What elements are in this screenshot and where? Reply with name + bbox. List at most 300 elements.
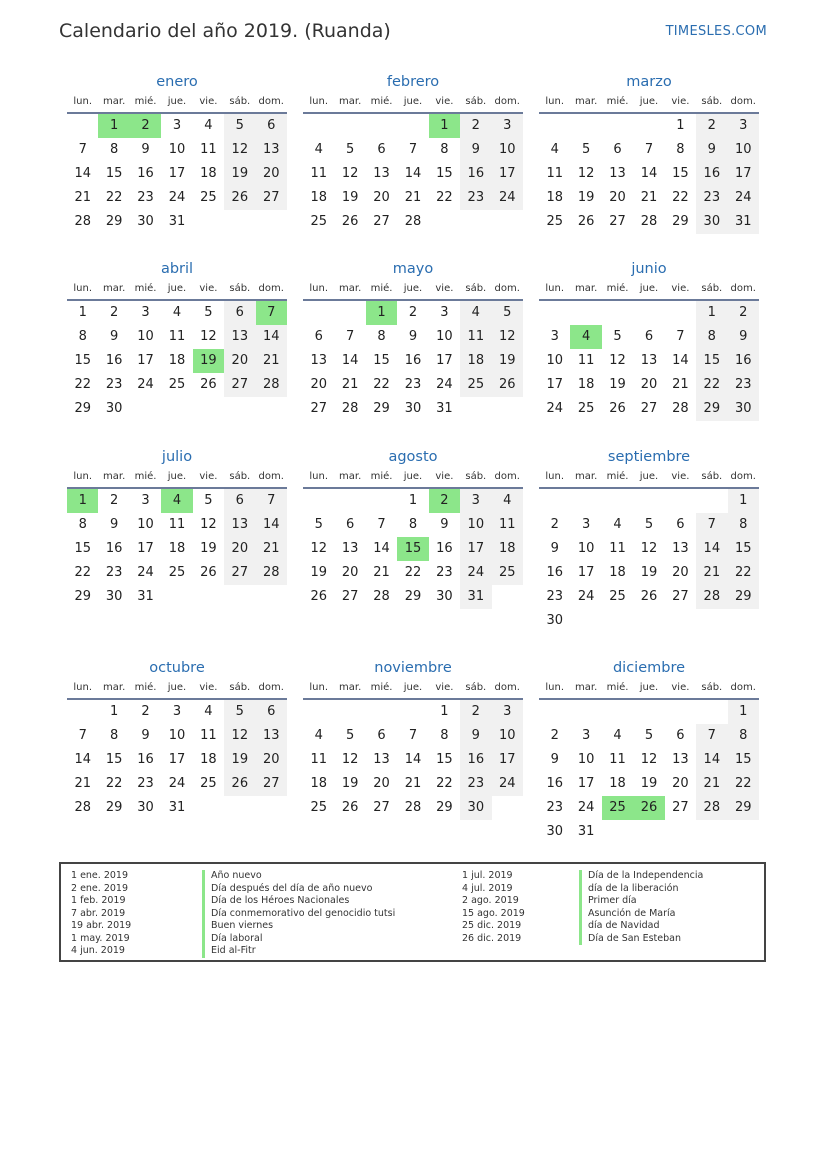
- day-cell[interactable]: 17: [728, 162, 759, 186]
- day-cell[interactable]: 12: [341, 166, 359, 181]
- day-cell[interactable]: 1: [67, 489, 98, 513]
- day-cell[interactable]: 11: [609, 541, 626, 556]
- day-cell[interactable]: 7: [408, 728, 418, 743]
- day-cell[interactable]: 5: [204, 493, 213, 508]
- day-cell[interactable]: 10: [168, 728, 186, 743]
- day-cell[interactable]: 26: [200, 565, 217, 580]
- day-cell[interactable]: 5: [581, 142, 591, 157]
- day-cell[interactable]: 30: [436, 589, 453, 604]
- day-cell[interactable]: 10: [137, 517, 154, 532]
- day-cell[interactable]: 24: [728, 186, 759, 210]
- day-cell[interactable]: 7: [644, 142, 654, 157]
- day-cell[interactable]: 23: [546, 800, 563, 815]
- day-cell[interactable]: 10: [436, 329, 453, 344]
- day-cell[interactable]: 20: [373, 190, 390, 205]
- day-cell[interactable]: 23: [546, 589, 563, 604]
- day-cell[interactable]: 6: [676, 728, 685, 743]
- day-cell[interactable]: 18: [609, 565, 626, 580]
- day-cell[interactable]: 3: [440, 305, 449, 320]
- day-cell[interactable]: 28: [640, 214, 658, 229]
- day-cell[interactable]: 21: [256, 537, 287, 561]
- day-cell[interactable]: 15: [397, 537, 428, 561]
- day-cell[interactable]: 16: [546, 776, 563, 791]
- day-cell[interactable]: 1: [109, 704, 119, 719]
- day-cell[interactable]: 4: [314, 728, 323, 743]
- day-cell[interactable]: 25: [577, 401, 595, 416]
- day-cell[interactable]: 23: [728, 373, 759, 397]
- day-cell[interactable]: 5: [224, 700, 255, 724]
- day-cell[interactable]: 6: [224, 489, 255, 513]
- day-cell[interactable]: 11: [310, 166, 327, 181]
- day-cell[interactable]: 19: [224, 162, 255, 186]
- day-cell[interactable]: 7: [696, 724, 727, 748]
- day-cell[interactable]: 17: [168, 752, 186, 767]
- day-cell[interactable]: 7: [696, 513, 727, 537]
- day-cell[interactable]: 11: [310, 752, 327, 767]
- day-cell[interactable]: 20: [373, 776, 390, 791]
- day-cell[interactable]: 19: [200, 541, 217, 556]
- day-cell[interactable]: 11: [168, 329, 186, 344]
- day-cell[interactable]: 6: [256, 700, 287, 724]
- day-cell[interactable]: 27: [224, 373, 255, 397]
- day-cell[interactable]: 12: [492, 325, 523, 349]
- day-cell[interactable]: 24: [577, 589, 595, 604]
- day-cell[interactable]: 23: [105, 565, 123, 580]
- day-cell[interactable]: 21: [404, 776, 422, 791]
- day-cell[interactable]: 23: [137, 190, 154, 205]
- day-cell[interactable]: 9: [109, 329, 119, 344]
- day-cell[interactable]: 11: [460, 325, 491, 349]
- day-cell[interactable]: 5: [204, 305, 213, 320]
- day-cell[interactable]: 19: [640, 565, 658, 580]
- day-cell[interactable]: 4: [550, 142, 559, 157]
- day-cell[interactable]: 16: [105, 541, 123, 556]
- day-cell[interactable]: 21: [696, 772, 727, 796]
- day-cell[interactable]: 21: [74, 776, 91, 791]
- day-cell[interactable]: 30: [696, 210, 727, 234]
- day-cell[interactable]: 6: [644, 329, 654, 344]
- day-cell[interactable]: 13: [609, 166, 626, 181]
- day-cell[interactable]: 4: [172, 305, 182, 320]
- day-cell[interactable]: 24: [137, 377, 154, 392]
- day-cell[interactable]: 13: [224, 325, 255, 349]
- day-cell[interactable]: 29: [436, 800, 453, 815]
- day-cell[interactable]: 7: [345, 329, 355, 344]
- day-cell[interactable]: 16: [404, 353, 422, 368]
- day-cell[interactable]: 19: [640, 776, 658, 791]
- day-cell[interactable]: 2: [130, 114, 161, 138]
- day-cell[interactable]: 26: [310, 589, 327, 604]
- day-cell[interactable]: 2: [550, 517, 559, 532]
- day-cell[interactable]: 25: [492, 561, 523, 585]
- day-cell[interactable]: 21: [256, 349, 287, 373]
- day-cell[interactable]: 25: [168, 565, 186, 580]
- day-cell[interactable]: 8: [78, 329, 87, 344]
- day-cell[interactable]: 27: [373, 800, 390, 815]
- day-cell[interactable]: 11: [492, 513, 523, 537]
- day-cell[interactable]: 19: [341, 190, 359, 205]
- day-cell[interactable]: 28: [256, 373, 287, 397]
- day-cell[interactable]: 31: [168, 214, 186, 229]
- day-cell[interactable]: 1: [440, 704, 449, 719]
- day-cell[interactable]: 24: [168, 776, 186, 791]
- day-cell[interactable]: 13: [373, 166, 390, 181]
- day-cell[interactable]: 19: [310, 565, 327, 580]
- day-cell[interactable]: 26: [609, 401, 626, 416]
- day-cell[interactable]: 21: [404, 190, 422, 205]
- day-cell[interactable]: 27: [341, 589, 359, 604]
- day-cell[interactable]: 16: [137, 166, 154, 181]
- day-cell[interactable]: 23: [137, 776, 154, 791]
- day-cell[interactable]: 6: [314, 329, 323, 344]
- day-cell[interactable]: 22: [728, 772, 759, 796]
- day-cell[interactable]: 25: [310, 214, 327, 229]
- day-cell[interactable]: 8: [676, 142, 685, 157]
- day-cell[interactable]: 24: [492, 772, 523, 796]
- day-cell[interactable]: 22: [436, 776, 453, 791]
- day-cell[interactable]: 8: [109, 728, 119, 743]
- day-cell[interactable]: 20: [640, 377, 658, 392]
- day-cell[interactable]: 27: [373, 214, 390, 229]
- day-cell[interactable]: 6: [676, 517, 685, 532]
- day-cell[interactable]: 2: [728, 301, 759, 325]
- day-cell[interactable]: 6: [377, 142, 386, 157]
- day-cell[interactable]: 2: [460, 114, 491, 138]
- day-cell[interactable]: 10: [728, 138, 759, 162]
- day-cell[interactable]: 7: [256, 301, 287, 325]
- day-cell[interactable]: 28: [341, 401, 359, 416]
- day-cell[interactable]: 9: [550, 752, 559, 767]
- day-cell[interactable]: 31: [436, 401, 453, 416]
- day-cell[interactable]: 27: [256, 186, 287, 210]
- day-cell[interactable]: 1: [98, 114, 129, 138]
- day-cell[interactable]: 24: [546, 401, 563, 416]
- day-cell[interactable]: 17: [168, 166, 186, 181]
- day-cell[interactable]: 30: [546, 824, 563, 839]
- day-cell[interactable]: 27: [609, 214, 626, 229]
- day-cell[interactable]: 3: [172, 704, 182, 719]
- day-cell[interactable]: 30: [105, 401, 123, 416]
- day-cell[interactable]: 1: [728, 700, 759, 724]
- day-cell[interactable]: 30: [460, 796, 491, 820]
- day-cell[interactable]: 27: [224, 561, 255, 585]
- day-cell[interactable]: 8: [408, 517, 418, 532]
- day-cell[interactable]: 23: [460, 186, 491, 210]
- day-cell[interactable]: 10: [460, 513, 491, 537]
- day-cell[interactable]: 17: [577, 776, 595, 791]
- day-cell[interactable]: 11: [577, 353, 595, 368]
- day-cell[interactable]: 15: [728, 748, 759, 772]
- day-cell[interactable]: 12: [640, 752, 658, 767]
- day-cell[interactable]: 27: [672, 589, 689, 604]
- day-cell[interactable]: 24: [137, 565, 154, 580]
- day-cell[interactable]: 21: [341, 377, 359, 392]
- day-cell[interactable]: 14: [341, 353, 359, 368]
- day-cell[interactable]: 5: [224, 114, 255, 138]
- day-cell[interactable]: 7: [377, 517, 386, 532]
- day-cell[interactable]: 15: [728, 537, 759, 561]
- day-cell[interactable]: 2: [109, 305, 119, 320]
- day-cell[interactable]: 16: [105, 353, 123, 368]
- day-cell[interactable]: 31: [168, 800, 186, 815]
- day-cell[interactable]: 29: [74, 589, 91, 604]
- day-cell[interactable]: 12: [310, 541, 327, 556]
- day-cell[interactable]: 17: [492, 162, 523, 186]
- day-cell[interactable]: 19: [492, 349, 523, 373]
- day-cell[interactable]: 26: [341, 800, 359, 815]
- day-cell[interactable]: 8: [696, 325, 727, 349]
- day-cell[interactable]: 14: [640, 166, 658, 181]
- day-cell[interactable]: 14: [672, 353, 689, 368]
- day-cell[interactable]: 9: [141, 142, 150, 157]
- day-cell[interactable]: 11: [200, 728, 217, 743]
- day-cell[interactable]: 27: [672, 800, 689, 815]
- day-cell[interactable]: 20: [256, 748, 287, 772]
- day-cell[interactable]: 16: [436, 541, 453, 556]
- day-cell[interactable]: 6: [256, 114, 287, 138]
- day-cell[interactable]: 28: [404, 214, 422, 229]
- day-cell[interactable]: 12: [640, 541, 658, 556]
- day-cell[interactable]: 10: [577, 541, 595, 556]
- day-cell[interactable]: 31: [460, 585, 491, 609]
- day-cell[interactable]: 18: [168, 541, 186, 556]
- day-cell[interactable]: 7: [78, 142, 87, 157]
- day-cell[interactable]: 12: [224, 138, 255, 162]
- day-cell[interactable]: 11: [200, 142, 217, 157]
- day-cell[interactable]: 5: [492, 301, 523, 325]
- day-cell[interactable]: 26: [200, 377, 217, 392]
- day-cell[interactable]: 10: [492, 138, 523, 162]
- day-cell[interactable]: 13: [640, 353, 658, 368]
- day-cell[interactable]: 3: [581, 728, 591, 743]
- day-cell[interactable]: 19: [224, 748, 255, 772]
- day-cell[interactable]: 21: [696, 561, 727, 585]
- day-cell[interactable]: 25: [200, 190, 217, 205]
- day-cell[interactable]: 3: [581, 517, 591, 532]
- day-cell[interactable]: 16: [728, 349, 759, 373]
- day-cell[interactable]: 6: [345, 517, 355, 532]
- day-cell[interactable]: 15: [74, 353, 91, 368]
- day-cell[interactable]: 30: [546, 613, 563, 628]
- day-cell[interactable]: 3: [728, 114, 759, 138]
- day-cell[interactable]: 3: [460, 489, 491, 513]
- day-cell[interactable]: 23: [460, 772, 491, 796]
- day-cell[interactable]: 8: [377, 329, 386, 344]
- day-cell[interactable]: 29: [404, 589, 422, 604]
- day-cell[interactable]: 13: [672, 541, 689, 556]
- day-cell[interactable]: 6: [377, 728, 386, 743]
- day-cell[interactable]: 15: [74, 541, 91, 556]
- day-cell[interactable]: 3: [141, 305, 150, 320]
- day-cell[interactable]: 22: [728, 561, 759, 585]
- day-cell[interactable]: 13: [224, 513, 255, 537]
- day-cell[interactable]: 22: [436, 190, 453, 205]
- day-cell[interactable]: 11: [546, 166, 563, 181]
- day-cell[interactable]: 1: [408, 493, 418, 508]
- day-cell[interactable]: 25: [602, 796, 633, 820]
- day-cell[interactable]: 12: [200, 517, 217, 532]
- day-cell[interactable]: 5: [314, 517, 323, 532]
- day-cell[interactable]: 18: [460, 349, 491, 373]
- day-cell[interactable]: 14: [404, 166, 422, 181]
- day-cell[interactable]: 4: [613, 728, 622, 743]
- day-cell[interactable]: 4: [460, 301, 491, 325]
- day-cell[interactable]: 17: [436, 353, 453, 368]
- day-cell[interactable]: 14: [74, 166, 91, 181]
- day-cell[interactable]: 15: [696, 349, 727, 373]
- day-cell[interactable]: 10: [492, 724, 523, 748]
- day-cell[interactable]: 15: [105, 752, 123, 767]
- day-cell[interactable]: 9: [550, 541, 559, 556]
- day-cell[interactable]: 29: [373, 401, 390, 416]
- day-cell[interactable]: 18: [310, 190, 327, 205]
- brand-logo[interactable]: TIMESLES.COM: [665, 24, 767, 39]
- day-cell[interactable]: 29: [728, 796, 759, 820]
- day-cell[interactable]: 25: [460, 373, 491, 397]
- day-cell[interactable]: 2: [550, 728, 559, 743]
- day-cell[interactable]: 8: [78, 517, 87, 532]
- day-cell[interactable]: 3: [492, 700, 523, 724]
- day-cell[interactable]: 22: [74, 377, 91, 392]
- day-cell[interactable]: 26: [224, 772, 255, 796]
- day-cell[interactable]: 31: [728, 210, 759, 234]
- day-cell[interactable]: 20: [310, 377, 327, 392]
- day-cell[interactable]: 17: [137, 541, 154, 556]
- day-cell[interactable]: 14: [373, 541, 390, 556]
- day-cell[interactable]: 5: [644, 517, 654, 532]
- day-cell[interactable]: 30: [105, 589, 123, 604]
- day-cell[interactable]: 25: [310, 800, 327, 815]
- day-cell[interactable]: 28: [404, 800, 422, 815]
- day-cell[interactable]: 18: [168, 353, 186, 368]
- day-cell[interactable]: 16: [696, 162, 727, 186]
- day-cell[interactable]: 19: [341, 776, 359, 791]
- day-cell[interactable]: 4: [492, 489, 523, 513]
- day-cell[interactable]: 1: [728, 489, 759, 513]
- day-cell[interactable]: 25: [168, 377, 186, 392]
- day-cell[interactable]: 18: [310, 776, 327, 791]
- day-cell[interactable]: 20: [672, 776, 689, 791]
- day-cell[interactable]: 9: [728, 325, 759, 349]
- day-cell[interactable]: 19: [193, 349, 224, 373]
- day-cell[interactable]: 22: [105, 776, 123, 791]
- day-cell[interactable]: 9: [460, 138, 491, 162]
- day-cell[interactable]: 7: [676, 329, 685, 344]
- day-cell[interactable]: 5: [644, 728, 654, 743]
- day-cell[interactable]: 20: [224, 349, 255, 373]
- day-cell[interactable]: 20: [224, 537, 255, 561]
- day-cell[interactable]: 4: [570, 325, 601, 349]
- day-cell[interactable]: 20: [341, 565, 359, 580]
- day-cell[interactable]: 17: [577, 565, 595, 580]
- day-cell[interactable]: 15: [373, 353, 390, 368]
- day-cell[interactable]: 27: [256, 772, 287, 796]
- day-cell[interactable]: 18: [609, 776, 626, 791]
- day-cell[interactable]: 9: [141, 728, 150, 743]
- day-cell[interactable]: 1: [366, 301, 397, 325]
- day-cell[interactable]: 14: [404, 752, 422, 767]
- day-cell[interactable]: 14: [696, 537, 727, 561]
- day-cell[interactable]: 5: [613, 329, 622, 344]
- day-cell[interactable]: 29: [672, 214, 689, 229]
- day-cell[interactable]: 9: [440, 517, 449, 532]
- day-cell[interactable]: 16: [137, 752, 154, 767]
- day-cell[interactable]: 21: [640, 190, 658, 205]
- day-cell[interactable]: 18: [546, 190, 563, 205]
- day-cell[interactable]: 22: [373, 377, 390, 392]
- day-cell[interactable]: 12: [341, 752, 359, 767]
- day-cell[interactable]: 7: [78, 728, 87, 743]
- day-cell[interactable]: 28: [74, 800, 91, 815]
- day-cell[interactable]: 24: [577, 800, 595, 815]
- day-cell[interactable]: 8: [728, 724, 759, 748]
- day-cell[interactable]: 7: [256, 489, 287, 513]
- day-cell[interactable]: 3: [550, 329, 559, 344]
- day-cell[interactable]: 14: [696, 748, 727, 772]
- day-cell[interactable]: 6: [224, 301, 255, 325]
- day-cell[interactable]: 26: [492, 373, 523, 397]
- day-cell[interactable]: 24: [168, 190, 186, 205]
- day-cell[interactable]: 1: [429, 114, 460, 138]
- day-cell[interactable]: 23: [404, 377, 422, 392]
- day-cell[interactable]: 2: [429, 489, 460, 513]
- day-cell[interactable]: 30: [137, 214, 154, 229]
- day-cell[interactable]: 15: [105, 166, 123, 181]
- day-cell[interactable]: 13: [341, 541, 359, 556]
- day-cell[interactable]: 4: [204, 118, 213, 133]
- day-cell[interactable]: 24: [460, 561, 491, 585]
- day-cell[interactable]: 5: [345, 142, 355, 157]
- day-cell[interactable]: 8: [440, 728, 449, 743]
- day-cell[interactable]: 27: [640, 401, 658, 416]
- day-cell[interactable]: 19: [577, 190, 595, 205]
- day-cell[interactable]: 27: [310, 401, 327, 416]
- day-cell[interactable]: 29: [74, 401, 91, 416]
- day-cell[interactable]: 28: [696, 585, 727, 609]
- day-cell[interactable]: 4: [204, 704, 213, 719]
- day-cell[interactable]: 18: [492, 537, 523, 561]
- day-cell[interactable]: 10: [577, 752, 595, 767]
- day-cell[interactable]: 18: [200, 166, 217, 181]
- day-cell[interactable]: 10: [168, 142, 186, 157]
- day-cell[interactable]: 24: [436, 377, 453, 392]
- day-cell[interactable]: 20: [609, 190, 626, 205]
- day-cell[interactable]: 26: [640, 589, 658, 604]
- day-cell[interactable]: 2: [109, 493, 119, 508]
- day-cell[interactable]: 4: [161, 489, 192, 513]
- day-cell[interactable]: 25: [200, 776, 217, 791]
- day-cell[interactable]: 15: [436, 752, 453, 767]
- day-cell[interactable]: 19: [609, 377, 626, 392]
- day-cell[interactable]: 16: [460, 162, 491, 186]
- day-cell[interactable]: 26: [341, 214, 359, 229]
- day-cell[interactable]: 13: [310, 353, 327, 368]
- day-cell[interactable]: 23: [436, 565, 453, 580]
- day-cell[interactable]: 30: [404, 401, 422, 416]
- day-cell[interactable]: 18: [200, 752, 217, 767]
- day-cell[interactable]: 29: [105, 800, 123, 815]
- day-cell[interactable]: 30: [728, 397, 759, 421]
- day-cell[interactable]: 20: [672, 565, 689, 580]
- day-cell[interactable]: 28: [672, 401, 689, 416]
- day-cell[interactable]: 13: [256, 724, 287, 748]
- day-cell[interactable]: 7: [408, 142, 418, 157]
- day-cell[interactable]: 24: [492, 186, 523, 210]
- day-cell[interactable]: 28: [256, 561, 287, 585]
- day-cell[interactable]: 3: [492, 114, 523, 138]
- day-cell[interactable]: 4: [613, 517, 622, 532]
- day-cell[interactable]: 11: [609, 752, 626, 767]
